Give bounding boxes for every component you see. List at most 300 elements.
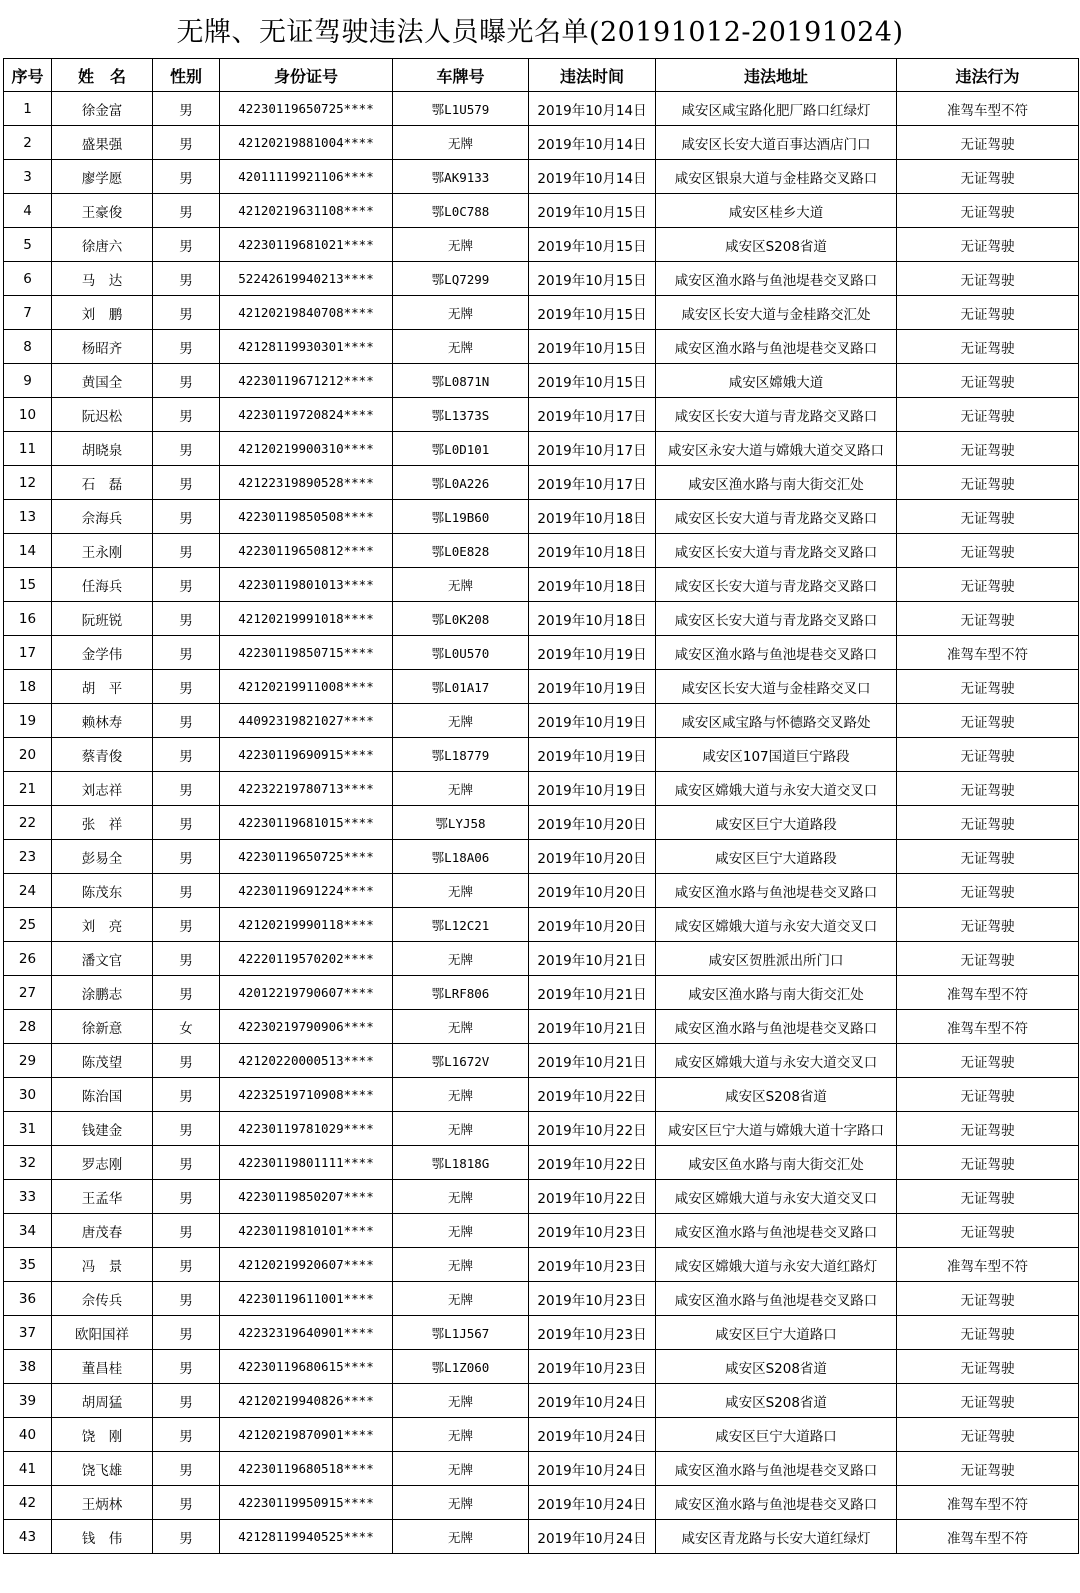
table-row xyxy=(4,432,1079,466)
cell-time: 2019年10月24日 xyxy=(529,1520,656,1554)
table-row xyxy=(4,1248,1079,1282)
cell-name: 刘 鹏 xyxy=(52,296,153,330)
cell-time: 2019年10月23日 xyxy=(529,1214,656,1248)
cell-location: 咸安区S208省道 xyxy=(656,228,897,262)
cell-gender: 男 xyxy=(153,772,220,806)
cell-violation: 无证驾驶 xyxy=(897,738,1079,772)
cell-name: 金学伟 xyxy=(52,636,153,670)
cell-plate: 无牌 xyxy=(393,330,529,364)
cell-name: 罗志刚 xyxy=(52,1146,153,1180)
cell-location: 咸安区长安大道百事达酒店门口 xyxy=(656,126,897,160)
cell-violation: 无证驾驶 xyxy=(897,432,1079,466)
cell-name: 马 达 xyxy=(52,262,153,296)
cell-location: 咸安区渔水路与南大街交汇处 xyxy=(656,976,897,1010)
cell-plate: 鄂L0A226 xyxy=(393,466,529,500)
cell-location: 咸安区107国道巨宁路段 xyxy=(656,738,897,772)
table-row xyxy=(4,738,1079,772)
cell-id-number: 42230119720824**** xyxy=(220,398,393,432)
cell-location: 咸安区渔水路与鱼池堤巷交叉路口 xyxy=(656,874,897,908)
cell-time: 2019年10月14日 xyxy=(529,160,656,194)
table-row xyxy=(4,568,1079,602)
cell-id-number: 42120219881004**** xyxy=(220,126,393,160)
cell-id-number: 42230119681015**** xyxy=(220,806,393,840)
cell-id-number: 42122319890528**** xyxy=(220,466,393,500)
table-row xyxy=(4,194,1079,228)
table-row xyxy=(4,466,1079,500)
cell-time: 2019年10月23日 xyxy=(529,1350,656,1384)
cell-id-number: 42230119680518**** xyxy=(220,1452,393,1486)
cell-gender: 男 xyxy=(153,840,220,874)
cell-location: 咸安区渔水路与鱼池堤巷交叉路口 xyxy=(656,330,897,364)
cell-id-number: 42120219911008**** xyxy=(220,670,393,704)
cell-id-number: 42120219870901**** xyxy=(220,1418,393,1452)
cell-gender: 男 xyxy=(153,636,220,670)
cell-plate: 鄂L0E828 xyxy=(393,534,529,568)
cell-location: 咸安区渔水路与鱼池堤巷交叉路口 xyxy=(656,1452,897,1486)
cell-id-number: 42230119680615**** xyxy=(220,1350,393,1384)
cell-plate: 鄂L1U579 xyxy=(393,92,529,126)
cell-id-number: 42232219780713**** xyxy=(220,772,393,806)
cell-index: 37 xyxy=(4,1316,52,1350)
cell-gender: 女 xyxy=(153,1010,220,1044)
cell-gender: 男 xyxy=(153,534,220,568)
cell-name: 阮班锐 xyxy=(52,602,153,636)
table-row xyxy=(4,1180,1079,1214)
cell-index: 18 xyxy=(4,670,52,704)
cell-location: 咸安区巨宁大道路口 xyxy=(656,1418,897,1452)
cell-time: 2019年10月19日 xyxy=(529,772,656,806)
table-row xyxy=(4,534,1079,568)
header-violation: 违法行为 xyxy=(897,59,1079,92)
cell-name: 廖学愿 xyxy=(52,160,153,194)
cell-violation: 无证驾驶 xyxy=(897,126,1079,160)
cell-index: 17 xyxy=(4,636,52,670)
cell-gender: 男 xyxy=(153,1282,220,1316)
cell-plate: 无牌 xyxy=(393,1452,529,1486)
cell-violation: 无证驾驶 xyxy=(897,772,1079,806)
cell-violation: 无证驾驶 xyxy=(897,840,1079,874)
cell-name: 王永刚 xyxy=(52,534,153,568)
cell-index: 41 xyxy=(4,1452,52,1486)
table-row xyxy=(4,1146,1079,1180)
cell-index: 12 xyxy=(4,466,52,500)
cell-plate: 无牌 xyxy=(393,1248,529,1282)
cell-plate: 无牌 xyxy=(393,1486,529,1520)
cell-gender: 男 xyxy=(153,1180,220,1214)
cell-location: 咸安区银泉大道与金桂路交叉路口 xyxy=(656,160,897,194)
table-row xyxy=(4,908,1079,942)
cell-id-number: 42230119801013**** xyxy=(220,568,393,602)
cell-location: 咸安区S208省道 xyxy=(656,1350,897,1384)
cell-index: 27 xyxy=(4,976,52,1010)
table-row xyxy=(4,330,1079,364)
table-row xyxy=(4,840,1079,874)
cell-location: 咸安区咸宝路化肥厂路口红绿灯 xyxy=(656,92,897,126)
cell-violation: 准驾车型不符 xyxy=(897,636,1079,670)
cell-plate: 无牌 xyxy=(393,228,529,262)
cell-plate: 无牌 xyxy=(393,874,529,908)
cell-gender: 男 xyxy=(153,500,220,534)
cell-location: 咸安区巨宁大道路段 xyxy=(656,806,897,840)
cell-location: 咸安区长安大道与青龙路交叉路口 xyxy=(656,602,897,636)
cell-violation: 准驾车型不符 xyxy=(897,1248,1079,1282)
cell-id-number: 42230119650812**** xyxy=(220,534,393,568)
table-row xyxy=(4,1418,1079,1452)
cell-time: 2019年10月15日 xyxy=(529,364,656,398)
cell-violation: 无证驾驶 xyxy=(897,398,1079,432)
table-row xyxy=(4,1520,1079,1554)
cell-gender: 男 xyxy=(153,1418,220,1452)
cell-index: 29 xyxy=(4,1044,52,1078)
table-row xyxy=(4,1112,1079,1146)
cell-plate: 鄂L1818G xyxy=(393,1146,529,1180)
cell-time: 2019年10月21日 xyxy=(529,976,656,1010)
cell-time: 2019年10月20日 xyxy=(529,908,656,942)
cell-gender: 男 xyxy=(153,1146,220,1180)
cell-gender: 男 xyxy=(153,1384,220,1418)
cell-time: 2019年10月17日 xyxy=(529,432,656,466)
cell-index: 19 xyxy=(4,704,52,738)
header-plate: 车牌号 xyxy=(393,59,529,92)
cell-location: 咸安区长安大道与青龙路交叉路口 xyxy=(656,398,897,432)
cell-name: 欧阳国祥 xyxy=(52,1316,153,1350)
table-row xyxy=(4,704,1079,738)
cell-location: 咸安区渔水路与鱼池堤巷交叉路口 xyxy=(656,1010,897,1044)
cell-violation: 无证驾驶 xyxy=(897,1214,1079,1248)
cell-location: 咸安区桂乡大道 xyxy=(656,194,897,228)
cell-violation: 无证驾驶 xyxy=(897,1146,1079,1180)
cell-name: 冯 景 xyxy=(52,1248,153,1282)
table-row xyxy=(4,92,1079,126)
cell-id-number: 42230119650725**** xyxy=(220,840,393,874)
cell-plate: 鄂L0871N xyxy=(393,364,529,398)
cell-plate: 无牌 xyxy=(393,1520,529,1554)
header-id-number: 身份证号 xyxy=(220,59,393,92)
cell-time: 2019年10月23日 xyxy=(529,1248,656,1282)
table-row xyxy=(4,296,1079,330)
cell-id-number: 42120219991018**** xyxy=(220,602,393,636)
cell-plate: 无牌 xyxy=(393,1214,529,1248)
table-row xyxy=(4,1350,1079,1384)
cell-time: 2019年10月24日 xyxy=(529,1452,656,1486)
cell-name: 胡晓泉 xyxy=(52,432,153,466)
cell-id-number: 42120219631108**** xyxy=(220,194,393,228)
cell-index: 28 xyxy=(4,1010,52,1044)
cell-violation: 无证驾驶 xyxy=(897,942,1079,976)
header-name: 姓 名 xyxy=(52,59,153,92)
cell-plate: 鄂L0U570 xyxy=(393,636,529,670)
cell-name: 黄国全 xyxy=(52,364,153,398)
cell-gender: 男 xyxy=(153,1044,220,1078)
cell-time: 2019年10月24日 xyxy=(529,1384,656,1418)
cell-gender: 男 xyxy=(153,806,220,840)
cell-time: 2019年10月20日 xyxy=(529,840,656,874)
cell-index: 9 xyxy=(4,364,52,398)
cell-id-number: 42120219990118**** xyxy=(220,908,393,942)
table-row xyxy=(4,874,1079,908)
cell-gender: 男 xyxy=(153,1248,220,1282)
cell-location: 咸安区长安大道与青龙路交叉路口 xyxy=(656,500,897,534)
cell-gender: 男 xyxy=(153,1112,220,1146)
cell-gender: 男 xyxy=(153,126,220,160)
cell-violation: 准驾车型不符 xyxy=(897,1520,1079,1554)
cell-time: 2019年10月24日 xyxy=(529,1418,656,1452)
table-row xyxy=(4,602,1079,636)
cell-violation: 无证驾驶 xyxy=(897,806,1079,840)
cell-name: 佘传兵 xyxy=(52,1282,153,1316)
cell-location: 咸安区渔水路与鱼池堤巷交叉路口 xyxy=(656,1282,897,1316)
cell-index: 36 xyxy=(4,1282,52,1316)
cell-gender: 男 xyxy=(153,976,220,1010)
cell-time: 2019年10月15日 xyxy=(529,194,656,228)
cell-id-number: 42120219920607**** xyxy=(220,1248,393,1282)
cell-name: 陈茂望 xyxy=(52,1044,153,1078)
cell-index: 39 xyxy=(4,1384,52,1418)
table-row xyxy=(4,806,1079,840)
cell-time: 2019年10月15日 xyxy=(529,330,656,364)
cell-id-number: 42120219840708**** xyxy=(220,296,393,330)
cell-time: 2019年10月19日 xyxy=(529,704,656,738)
cell-plate: 鄂AK9133 xyxy=(393,160,529,194)
cell-id-number: 42120219940826**** xyxy=(220,1384,393,1418)
cell-gender: 男 xyxy=(153,92,220,126)
table-row xyxy=(4,1452,1079,1486)
cell-id-number: 42120219900310**** xyxy=(220,432,393,466)
cell-index: 40 xyxy=(4,1418,52,1452)
cell-time: 2019年10月14日 xyxy=(529,126,656,160)
cell-gender: 男 xyxy=(153,160,220,194)
cell-gender: 男 xyxy=(153,1078,220,1112)
cell-location: 咸安区嫦娥大道与永安大道交叉口 xyxy=(656,1180,897,1214)
cell-location: 咸安区嫦娥大道 xyxy=(656,364,897,398)
cell-id-number: 42230119950915**** xyxy=(220,1486,393,1520)
cell-time: 2019年10月23日 xyxy=(529,1316,656,1350)
cell-location: 咸安区嫦娥大道与永安大道交叉口 xyxy=(656,772,897,806)
cell-plate: 无牌 xyxy=(393,1078,529,1112)
cell-index: 21 xyxy=(4,772,52,806)
cell-location: 咸安区永安大道与嫦娥大道交叉路口 xyxy=(656,432,897,466)
cell-plate: 无牌 xyxy=(393,942,529,976)
cell-index: 1 xyxy=(4,92,52,126)
table-row xyxy=(4,976,1079,1010)
cell-location: 咸安区巨宁大道路口 xyxy=(656,1316,897,1350)
cell-location: 咸安区咸宝路与怀德路交叉路处 xyxy=(656,704,897,738)
cell-index: 26 xyxy=(4,942,52,976)
cell-violation: 无证驾驶 xyxy=(897,1180,1079,1214)
cell-time: 2019年10月23日 xyxy=(529,1282,656,1316)
cell-name: 王孟华 xyxy=(52,1180,153,1214)
cell-name: 张 祥 xyxy=(52,806,153,840)
table-row xyxy=(4,636,1079,670)
cell-location: 咸安区巨宁大道与嫦娥大道十字路口 xyxy=(656,1112,897,1146)
cell-id-number: 42120220000513**** xyxy=(220,1044,393,1078)
cell-index: 23 xyxy=(4,840,52,874)
cell-name: 胡周猛 xyxy=(52,1384,153,1418)
cell-plate: 鄂L01A17 xyxy=(393,670,529,704)
cell-gender: 男 xyxy=(153,364,220,398)
cell-time: 2019年10月18日 xyxy=(529,500,656,534)
cell-plate: 鄂L19B60 xyxy=(393,500,529,534)
table-row xyxy=(4,160,1079,194)
cell-name: 赖林寿 xyxy=(52,704,153,738)
cell-name: 杨昭齐 xyxy=(52,330,153,364)
cell-time: 2019年10月18日 xyxy=(529,534,656,568)
cell-location: 咸安区渔水路与鱼池堤巷交叉路口 xyxy=(656,1214,897,1248)
cell-time: 2019年10月18日 xyxy=(529,568,656,602)
cell-violation: 无证驾驶 xyxy=(897,670,1079,704)
cell-index: 20 xyxy=(4,738,52,772)
table-row xyxy=(4,228,1079,262)
cell-gender: 男 xyxy=(153,228,220,262)
cell-index: 3 xyxy=(4,160,52,194)
cell-gender: 男 xyxy=(153,602,220,636)
cell-violation: 无证驾驶 xyxy=(897,602,1079,636)
cell-time: 2019年10月17日 xyxy=(529,398,656,432)
cell-violation: 无证驾驶 xyxy=(897,262,1079,296)
cell-id-number: 44092319821027**** xyxy=(220,704,393,738)
cell-plate: 鄂L0K208 xyxy=(393,602,529,636)
cell-id-number: 42230119690915**** xyxy=(220,738,393,772)
cell-gender: 男 xyxy=(153,330,220,364)
cell-time: 2019年10月17日 xyxy=(529,466,656,500)
cell-violation: 无证驾驶 xyxy=(897,908,1079,942)
cell-violation: 无证驾驶 xyxy=(897,1418,1079,1452)
cell-index: 24 xyxy=(4,874,52,908)
header-index: 序号 xyxy=(4,59,52,92)
cell-plate: 鄂LQ7299 xyxy=(393,262,529,296)
cell-location: 咸安区嫦娥大道与永安大道交叉口 xyxy=(656,1044,897,1078)
cell-index: 38 xyxy=(4,1350,52,1384)
cell-violation: 无证驾驶 xyxy=(897,296,1079,330)
header-gender: 性别 xyxy=(153,59,220,92)
cell-violation: 无证驾驶 xyxy=(897,330,1079,364)
cell-time: 2019年10月22日 xyxy=(529,1112,656,1146)
cell-time: 2019年10月24日 xyxy=(529,1486,656,1520)
cell-name: 徐新意 xyxy=(52,1010,153,1044)
cell-gender: 男 xyxy=(153,432,220,466)
cell-gender: 男 xyxy=(153,1350,220,1384)
cell-name: 王炳林 xyxy=(52,1486,153,1520)
cell-index: 22 xyxy=(4,806,52,840)
table-row xyxy=(4,1214,1079,1248)
cell-time: 2019年10月19日 xyxy=(529,636,656,670)
cell-plate: 鄂L12C21 xyxy=(393,908,529,942)
cell-index: 42 xyxy=(4,1486,52,1520)
cell-violation: 准驾车型不符 xyxy=(897,976,1079,1010)
cell-violation: 无证驾驶 xyxy=(897,1044,1079,1078)
cell-id-number: 42230119671212**** xyxy=(220,364,393,398)
cell-violation: 无证驾驶 xyxy=(897,194,1079,228)
cell-id-number: 42011119921106**** xyxy=(220,160,393,194)
cell-time: 2019年10月22日 xyxy=(529,1078,656,1112)
cell-location: 咸安区长安大道与青龙路交叉路口 xyxy=(656,568,897,602)
cell-name: 蔡青俊 xyxy=(52,738,153,772)
cell-location: 咸安区巨宁大道路段 xyxy=(656,840,897,874)
cell-index: 4 xyxy=(4,194,52,228)
cell-name: 涂鹏志 xyxy=(52,976,153,1010)
cell-id-number: 42230219790906**** xyxy=(220,1010,393,1044)
table-row xyxy=(4,942,1079,976)
page-title: 无牌、无证驾驶违法人员曝光名单(20191012-20191024) xyxy=(176,16,904,48)
cell-violation: 无证驾驶 xyxy=(897,704,1079,738)
cell-time: 2019年10月15日 xyxy=(529,262,656,296)
cell-name: 钱建金 xyxy=(52,1112,153,1146)
cell-location: 咸安区嫦娥大道与永安大道交叉口 xyxy=(656,908,897,942)
cell-gender: 男 xyxy=(153,670,220,704)
cell-violation: 准驾车型不符 xyxy=(897,92,1079,126)
table-row xyxy=(4,772,1079,806)
cell-name: 阮迟松 xyxy=(52,398,153,432)
cell-name: 唐茂春 xyxy=(52,1214,153,1248)
table-row xyxy=(4,1078,1079,1112)
cell-violation: 无证驾驶 xyxy=(897,364,1079,398)
cell-location: 咸安区S208省道 xyxy=(656,1078,897,1112)
cell-violation: 无证驾驶 xyxy=(897,568,1079,602)
cell-location: 咸安区嫦娥大道与永安大道红路灯 xyxy=(656,1248,897,1282)
table-row xyxy=(4,1316,1079,1350)
cell-index: 32 xyxy=(4,1146,52,1180)
cell-index: 35 xyxy=(4,1248,52,1282)
cell-name: 任海兵 xyxy=(52,568,153,602)
table-row xyxy=(4,262,1079,296)
table-row xyxy=(4,126,1079,160)
cell-time: 2019年10月21日 xyxy=(529,1044,656,1078)
cell-gender: 男 xyxy=(153,1452,220,1486)
cell-plate: 无牌 xyxy=(393,1180,529,1214)
cell-plate: 鄂LRF806 xyxy=(393,976,529,1010)
table-row xyxy=(4,1282,1079,1316)
cell-location: 咸安区渔水路与鱼池堤巷交叉路口 xyxy=(656,1486,897,1520)
cell-plate: 鄂L1373S xyxy=(393,398,529,432)
cell-violation: 无证驾驶 xyxy=(897,1452,1079,1486)
cell-name: 彭易全 xyxy=(52,840,153,874)
cell-id-number: 42230119801111**** xyxy=(220,1146,393,1180)
cell-name: 饶飞雄 xyxy=(52,1452,153,1486)
cell-index: 15 xyxy=(4,568,52,602)
cell-time: 2019年10月18日 xyxy=(529,602,656,636)
cell-time: 2019年10月22日 xyxy=(529,1146,656,1180)
cell-location: 咸安区S208省道 xyxy=(656,1384,897,1418)
cell-id-number: 42220119570202**** xyxy=(220,942,393,976)
cell-name: 钱 伟 xyxy=(52,1520,153,1554)
cell-violation: 无证驾驶 xyxy=(897,1078,1079,1112)
cell-location: 咸安区长安大道与金桂路交叉口 xyxy=(656,670,897,704)
cell-plate: 鄂L1J567 xyxy=(393,1316,529,1350)
cell-index: 6 xyxy=(4,262,52,296)
cell-time: 2019年10月20日 xyxy=(529,874,656,908)
cell-gender: 男 xyxy=(153,1520,220,1554)
cell-violation: 无证驾驶 xyxy=(897,466,1079,500)
cell-index: 43 xyxy=(4,1520,52,1554)
cell-name: 刘志祥 xyxy=(52,772,153,806)
cell-violation: 准驾车型不符 xyxy=(897,1486,1079,1520)
cell-gender: 男 xyxy=(153,738,220,772)
cell-gender: 男 xyxy=(153,874,220,908)
cell-id-number: 42128119930301**** xyxy=(220,330,393,364)
cell-name: 潘文官 xyxy=(52,942,153,976)
cell-id-number: 42230119810101**** xyxy=(220,1214,393,1248)
cell-index: 13 xyxy=(4,500,52,534)
cell-id-number: 42232519710908**** xyxy=(220,1078,393,1112)
cell-name: 徐唐六 xyxy=(52,228,153,262)
cell-id-number: 42230119781029**** xyxy=(220,1112,393,1146)
cell-location: 咸安区青龙路与长安大道红绿灯 xyxy=(656,1520,897,1554)
table-row xyxy=(4,1384,1079,1418)
cell-gender: 男 xyxy=(153,908,220,942)
header-location: 违法地址 xyxy=(656,59,897,92)
cell-violation: 无证驾驶 xyxy=(897,1384,1079,1418)
cell-id-number: 42230119850207**** xyxy=(220,1180,393,1214)
